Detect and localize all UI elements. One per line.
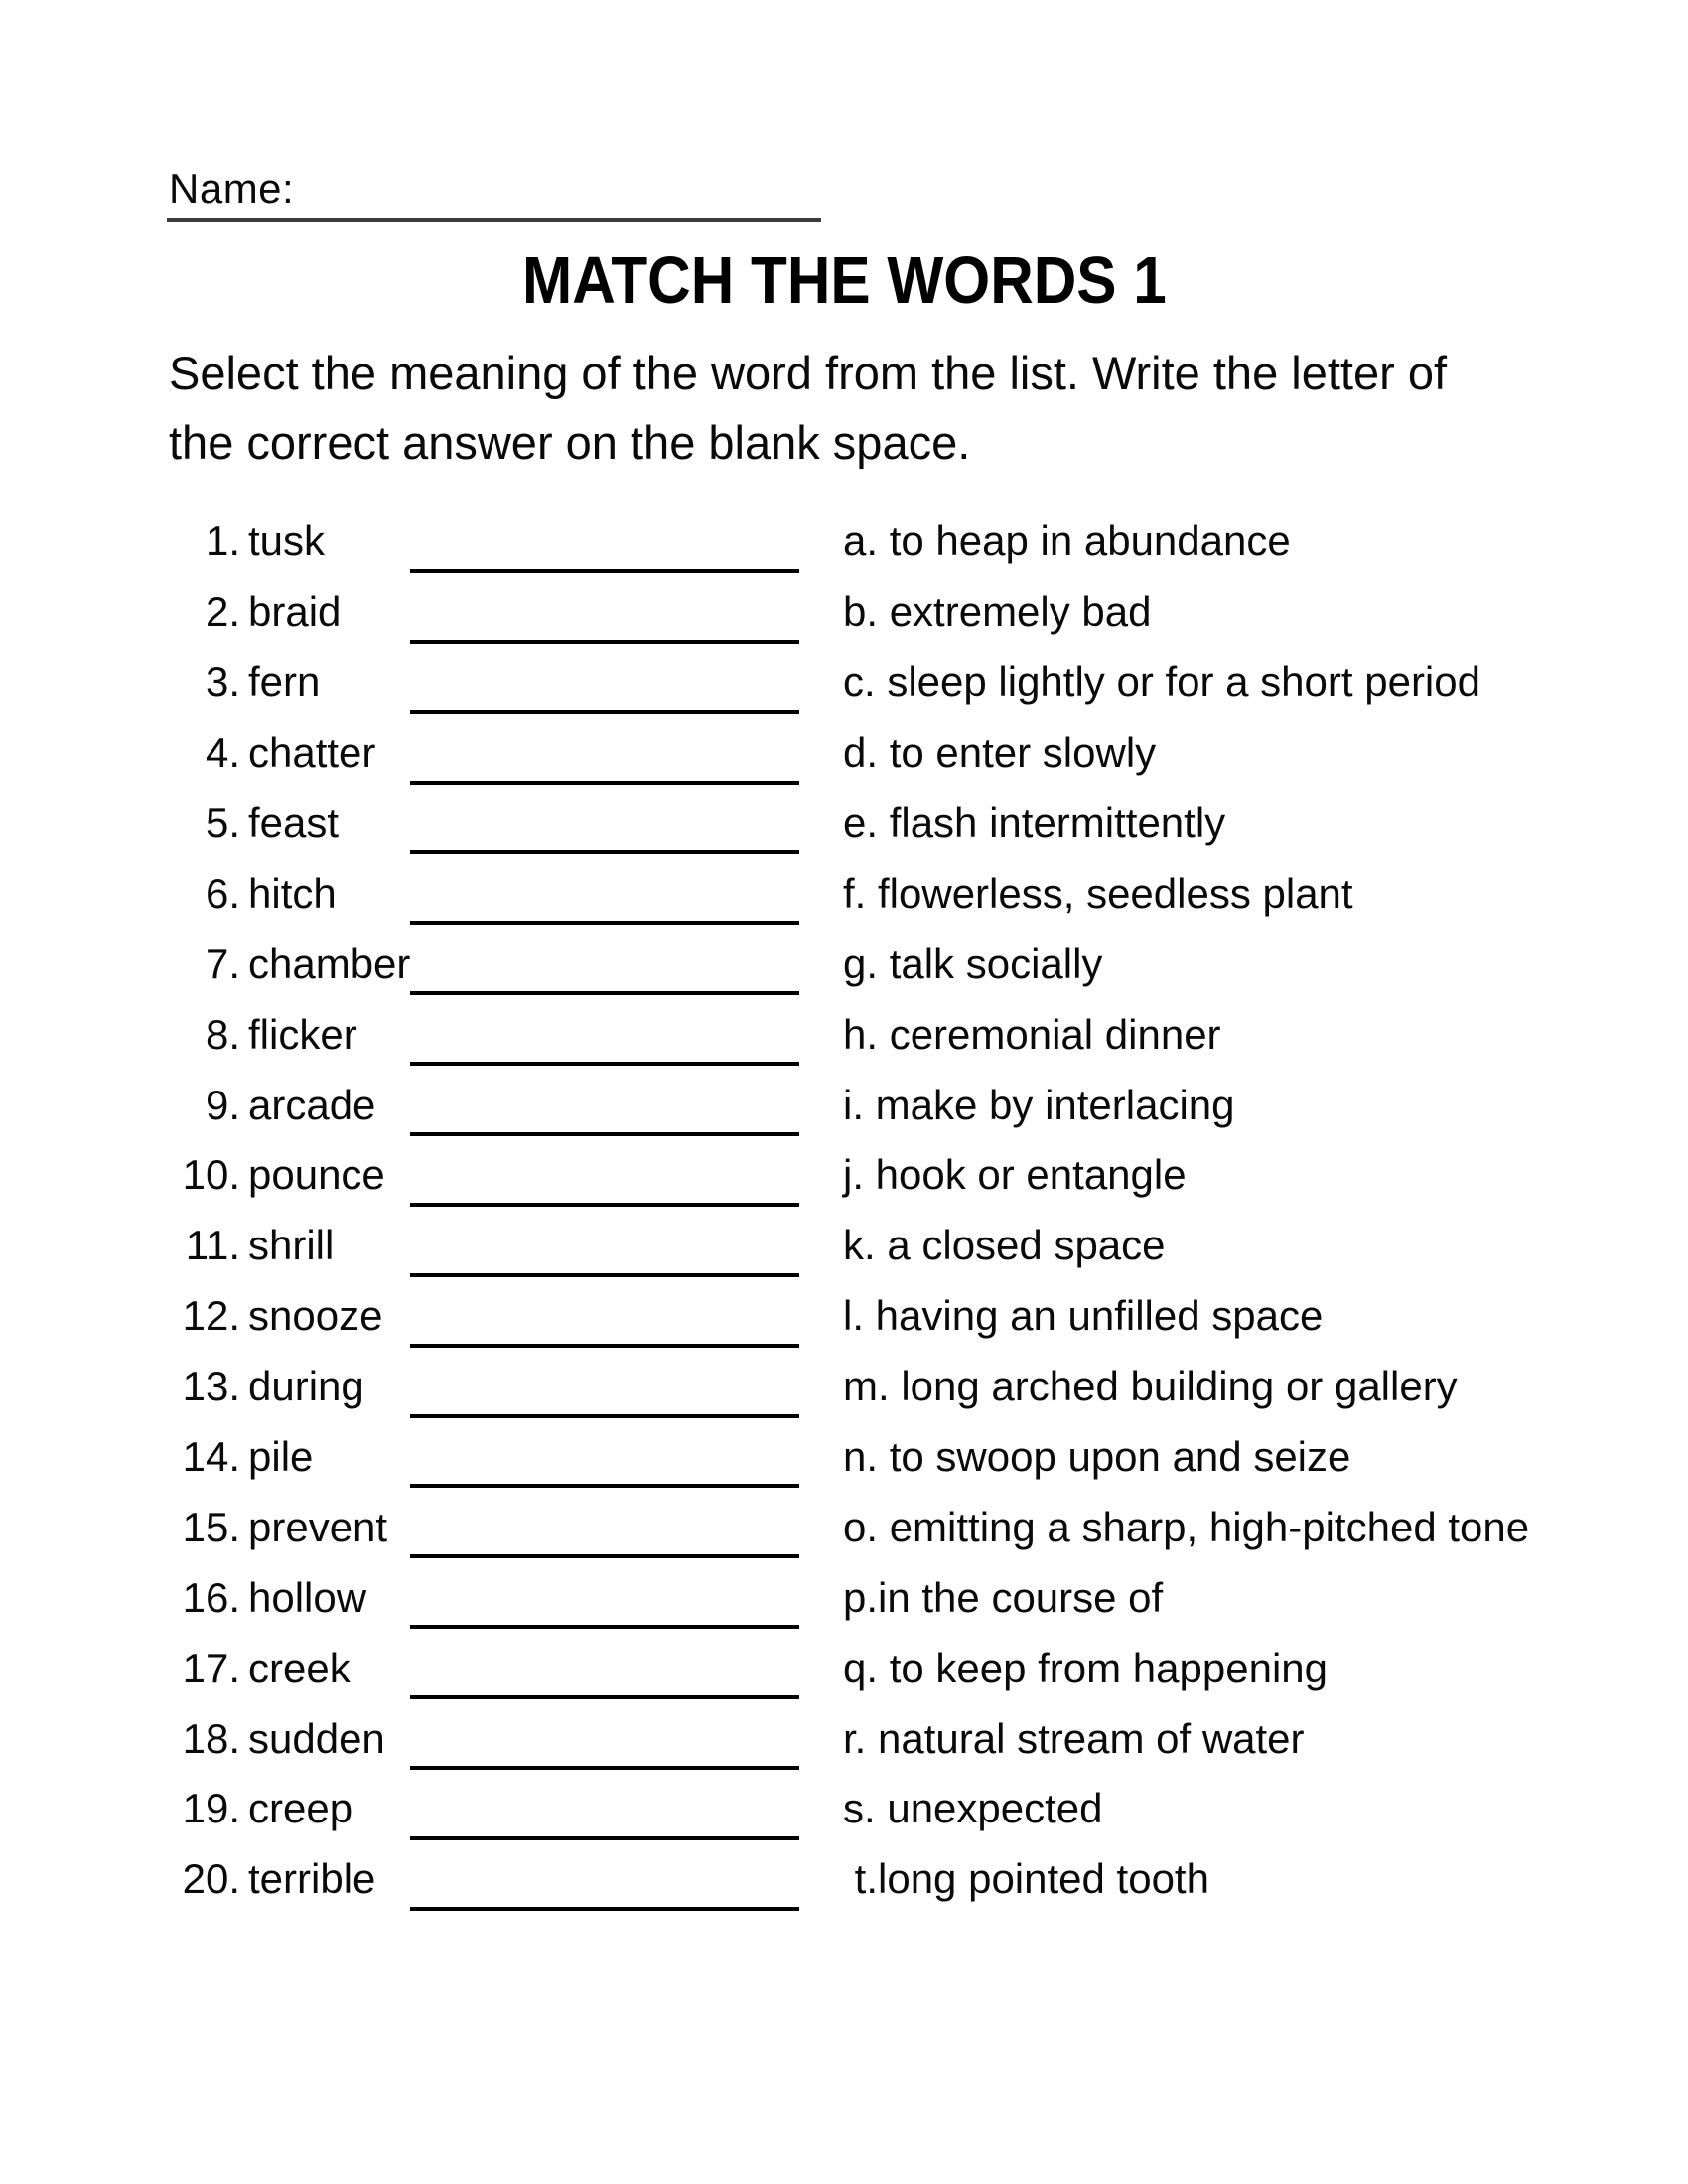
definition-item: a. to heap in abundance: [843, 517, 1291, 565]
word-number: 16.: [182, 1573, 240, 1621]
answer-blank[interactable]: [410, 710, 799, 714]
word-text: flicker: [248, 1010, 357, 1058]
word-number: 7.: [205, 940, 240, 987]
word-text: pile: [248, 1433, 314, 1481]
answer-blank[interactable]: [410, 1132, 799, 1136]
match-row: [0, 1703, 1688, 1774]
word-number: 1.: [205, 517, 240, 565]
answer-blank[interactable]: [410, 640, 799, 644]
word-number: 9.: [205, 1081, 240, 1128]
word-text: creep: [248, 1785, 353, 1832]
match-row: [0, 1844, 1688, 1915]
word-number: 15.: [182, 1503, 240, 1550]
definition-item: h. ceremonial dinner: [843, 1010, 1221, 1058]
name-label: Name:: [169, 165, 295, 212]
match-row: [0, 1140, 1688, 1211]
match-row: [0, 1492, 1688, 1562]
answer-blank[interactable]: [410, 1273, 799, 1277]
answer-blank[interactable]: [410, 1766, 799, 1770]
match-row: [0, 507, 1688, 577]
match-row: [0, 1070, 1688, 1140]
match-row: [0, 1281, 1688, 1352]
match-row: [0, 858, 1688, 929]
word-number: 13.: [182, 1363, 240, 1410]
match-row: [0, 1422, 1688, 1493]
word-number: 3.: [205, 658, 240, 706]
definition-item: o. emitting a sharp, high-pitched tone: [843, 1503, 1530, 1550]
word-text: creek: [248, 1644, 351, 1691]
definition-item: n. to swoop upon and seize: [843, 1433, 1351, 1481]
definition-item: r. natural stream of water: [843, 1714, 1305, 1762]
word-text: hollow: [248, 1573, 367, 1621]
instructions-line-2: the correct answer on the blank space.: [169, 416, 971, 469]
answer-blank[interactable]: [410, 1484, 799, 1488]
word-number: 11.: [185, 1222, 240, 1269]
title-container: [0, 243, 1688, 318]
answer-blank[interactable]: [410, 1062, 799, 1066]
word-text: terrible: [248, 1855, 376, 1903]
definition-item: g. talk socially: [843, 940, 1103, 987]
word-text: fern: [248, 658, 321, 706]
definition-item: k. a closed space: [843, 1222, 1166, 1269]
answer-blank[interactable]: [410, 1203, 799, 1207]
definition-item: q. to keep from happening: [843, 1644, 1329, 1691]
definition-item: l. having an unfilled space: [843, 1292, 1324, 1340]
definition-item: j. hook or entangle: [843, 1151, 1187, 1199]
answer-blank[interactable]: [410, 921, 799, 925]
definition-item: c. sleep lightly or for a short period: [843, 658, 1480, 706]
word-text: shrill: [248, 1222, 335, 1269]
answer-blank[interactable]: [410, 1907, 799, 1911]
definition-item: p.in the course of: [843, 1573, 1164, 1621]
word-number: 14.: [182, 1433, 240, 1481]
word-number: 17.: [182, 1644, 240, 1691]
word-number: 18.: [182, 1714, 240, 1762]
definition-item: i. make by interlacing: [843, 1081, 1235, 1128]
word-number: 2.: [205, 588, 240, 636]
definition-item: d. to enter slowly: [843, 729, 1157, 777]
match-row: [0, 1562, 1688, 1633]
match-row: [0, 999, 1688, 1070]
answer-blank[interactable]: [410, 991, 799, 995]
worksheet-title: MATCH THE WORDS 1: [521, 243, 1167, 318]
word-number: 5.: [205, 800, 240, 846]
definition-item: t.long pointed tooth: [843, 1855, 1209, 1903]
answer-blank[interactable]: [410, 1414, 799, 1418]
match-row: [0, 577, 1688, 648]
word-text: arcade: [248, 1081, 376, 1128]
word-text: braid: [248, 588, 342, 636]
word-text: snooze: [248, 1292, 383, 1340]
definition-item: b. extremely bad: [843, 588, 1152, 636]
match-row: [0, 718, 1688, 789]
word-text: chamber: [248, 940, 411, 987]
answer-blank[interactable]: [410, 1554, 799, 1558]
word-number: 6.: [205, 869, 240, 917]
answer-blank[interactable]: [410, 850, 799, 854]
answer-blank[interactable]: [410, 1695, 799, 1699]
word-number: 12.: [182, 1292, 240, 1340]
match-row: [0, 929, 1688, 999]
match-row: [0, 648, 1688, 718]
word-number: 4.: [205, 729, 240, 777]
word-text: feast: [248, 800, 340, 846]
word-number: 10.: [182, 1151, 240, 1199]
definition-item: f. flowerless, seedless plant: [843, 869, 1353, 917]
word-number: 19.: [182, 1785, 240, 1832]
answer-blank[interactable]: [410, 1836, 799, 1840]
word-number: 8.: [205, 1010, 240, 1058]
instructions: [169, 339, 1447, 478]
word-text: chatter: [248, 729, 376, 777]
answer-blank[interactable]: [410, 1344, 799, 1348]
answer-blank[interactable]: [410, 1625, 799, 1629]
definition-item: m. long arched building or gallery: [843, 1363, 1458, 1410]
word-text: during: [248, 1363, 364, 1410]
match-list: [0, 507, 1688, 1915]
definition-item: s. unexpected: [843, 1785, 1103, 1832]
match-row: [0, 1633, 1688, 1703]
word-number: 20.: [182, 1855, 240, 1903]
match-row: [0, 1211, 1688, 1281]
match-row: [0, 1352, 1688, 1422]
word-text: prevent: [248, 1503, 388, 1550]
word-text: tusk: [248, 517, 326, 565]
answer-blank[interactable]: [410, 569, 799, 573]
match-row: [0, 1774, 1688, 1844]
match-row: [0, 789, 1688, 859]
word-text: pounce: [248, 1151, 385, 1199]
answer-blank[interactable]: [410, 781, 799, 785]
name-field-line[interactable]: [167, 218, 821, 222]
word-text: sudden: [248, 1714, 385, 1762]
instructions-line-1: Select the meaning of the word from the list. Write the letter of: [169, 347, 1448, 399]
word-text: hitch: [248, 869, 337, 917]
definition-item: e. flash intermittently: [843, 800, 1226, 846]
